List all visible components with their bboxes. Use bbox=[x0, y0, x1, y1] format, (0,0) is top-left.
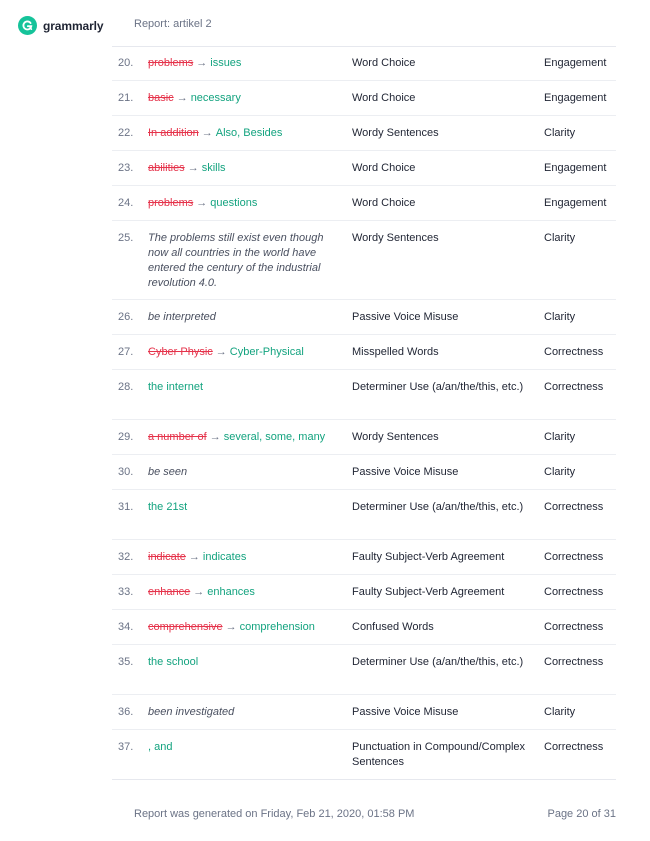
issue-category: Clarity bbox=[544, 431, 576, 443]
grammarly-g-icon bbox=[18, 16, 37, 35]
issue-type: Wordy Sentences bbox=[352, 127, 439, 139]
replacement-text: enhances bbox=[207, 586, 255, 598]
arrow-right-icon: → bbox=[193, 586, 205, 598]
table-row bbox=[112, 730, 616, 780]
suggestion-cell bbox=[148, 550, 338, 565]
arrow-right-icon: → bbox=[188, 551, 200, 563]
issue-category: Engagement bbox=[544, 197, 607, 209]
replacement-text: questions bbox=[210, 197, 258, 209]
row-number: 24. bbox=[118, 197, 134, 209]
replacement-text: necessary bbox=[190, 92, 241, 104]
flagged-text: The problems still exist even though now all countries in the world have entered the century of the industrial revolution 4.0. bbox=[148, 232, 324, 289]
report-header bbox=[0, 0, 650, 48]
table-row bbox=[112, 610, 616, 645]
replacement-text: comprehension bbox=[239, 621, 315, 633]
issue-category: Engagement bbox=[544, 92, 607, 104]
removed-text: abilities bbox=[148, 162, 185, 174]
table-row bbox=[112, 490, 616, 540]
replacement-text: several, some, many bbox=[223, 431, 326, 443]
row-number: 30. bbox=[118, 466, 134, 478]
issue-category: Correctness bbox=[544, 346, 604, 358]
inserted-text: , and bbox=[148, 741, 173, 753]
issue-category: Clarity bbox=[544, 232, 576, 244]
issue-category: Engagement bbox=[544, 57, 607, 69]
removed-text: enhance bbox=[148, 586, 191, 598]
issue-type: Word Choice bbox=[352, 57, 416, 69]
issue-type: Determiner Use (a/an/the/this, etc.) bbox=[352, 501, 524, 513]
suggestion-cell bbox=[148, 56, 338, 71]
row-number: 34. bbox=[118, 621, 134, 633]
issue-type: Punctuation in Compound/Complex Sentences bbox=[352, 741, 526, 768]
table-row bbox=[112, 221, 616, 300]
table-row bbox=[112, 186, 616, 221]
issue-type: Passive Voice Misuse bbox=[352, 466, 459, 478]
removed-text: a number of bbox=[148, 431, 207, 443]
suggestion-cell bbox=[148, 91, 338, 106]
table-row bbox=[112, 420, 616, 455]
issue-category: Correctness bbox=[544, 621, 604, 633]
table-row bbox=[112, 116, 616, 151]
issue-category: Correctness bbox=[544, 501, 604, 513]
table-row bbox=[112, 455, 616, 490]
removed-text: comprehensive bbox=[148, 621, 223, 633]
brand-name: grammarly bbox=[43, 18, 104, 33]
issue-category: Correctness bbox=[544, 586, 604, 598]
replacement-text: Cyber-Physical bbox=[229, 346, 304, 358]
row-number: 33. bbox=[118, 586, 134, 598]
table-row bbox=[112, 46, 616, 81]
inserted-text: the school bbox=[148, 656, 199, 668]
suggestion-cell bbox=[148, 655, 338, 670]
issue-category: Engagement bbox=[544, 162, 607, 174]
arrow-right-icon: → bbox=[201, 127, 213, 139]
flagged-text: been investigated bbox=[148, 706, 235, 718]
row-number: 25. bbox=[118, 232, 134, 244]
suggestion-cell bbox=[148, 500, 338, 515]
table-row bbox=[112, 151, 616, 186]
suggestion-cell bbox=[148, 705, 338, 720]
row-number: 23. bbox=[118, 162, 134, 174]
removed-text: indicate bbox=[148, 551, 186, 563]
row-number: 27. bbox=[118, 346, 134, 358]
row-number: 26. bbox=[118, 311, 134, 323]
issue-type: Wordy Sentences bbox=[352, 232, 439, 244]
removed-text: In addition bbox=[148, 127, 199, 139]
suggestion-cell bbox=[148, 161, 338, 176]
arrow-right-icon: → bbox=[187, 162, 199, 174]
row-number: 32. bbox=[118, 551, 134, 563]
suggestion-cell bbox=[148, 740, 338, 755]
page-number: Page 20 of 31 bbox=[547, 808, 616, 820]
arrow-right-icon: → bbox=[176, 92, 188, 104]
issue-type: Determiner Use (a/an/the/this, etc.) bbox=[352, 656, 524, 668]
flagged-text: be interpreted bbox=[148, 311, 216, 323]
arrow-right-icon: → bbox=[225, 621, 237, 633]
issue-type: Confused Words bbox=[352, 621, 434, 633]
table-row bbox=[112, 540, 616, 575]
inserted-text: the 21st bbox=[148, 501, 188, 513]
issue-category: Clarity bbox=[544, 466, 576, 478]
table-row bbox=[112, 370, 616, 420]
arrow-right-icon: → bbox=[215, 346, 227, 358]
issue-type: Misspelled Words bbox=[352, 346, 439, 358]
suggestions-table bbox=[112, 46, 616, 780]
suggestion-cell bbox=[148, 196, 338, 211]
issue-category: Clarity bbox=[544, 127, 576, 139]
issue-type: Word Choice bbox=[352, 162, 416, 174]
inserted-text: the internet bbox=[148, 381, 204, 393]
row-number: 35. bbox=[118, 656, 134, 668]
table-row bbox=[112, 695, 616, 730]
replacement-text: Also, Besides bbox=[215, 127, 283, 139]
issue-type: Faulty Subject-Verb Agreement bbox=[352, 586, 505, 598]
report-title: Report: artikel 2 bbox=[134, 18, 212, 30]
issue-type: Word Choice bbox=[352, 92, 416, 104]
issue-category: Clarity bbox=[544, 311, 576, 323]
issue-type: Passive Voice Misuse bbox=[352, 311, 459, 323]
issue-category: Clarity bbox=[544, 706, 576, 718]
row-number: 22. bbox=[118, 127, 134, 139]
suggestion-cell bbox=[148, 345, 338, 360]
removed-text: problems bbox=[148, 197, 194, 209]
suggestion-cell bbox=[148, 380, 338, 395]
removed-text: basic bbox=[148, 92, 174, 104]
row-number: 36. bbox=[118, 706, 134, 718]
issue-type: Word Choice bbox=[352, 197, 416, 209]
replacement-text: indicates bbox=[202, 551, 247, 563]
arrow-right-icon: → bbox=[196, 197, 208, 209]
suggestion-cell bbox=[148, 126, 338, 141]
issue-type: Determiner Use (a/an/the/this, etc.) bbox=[352, 381, 524, 393]
flagged-text: be seen bbox=[148, 466, 188, 478]
table-row bbox=[112, 81, 616, 116]
row-number: 37. bbox=[118, 741, 134, 753]
issue-type: Wordy Sentences bbox=[352, 431, 439, 443]
table-row bbox=[112, 575, 616, 610]
generated-note: Report was generated on Friday, Feb 21, 2020, 01:58 PM bbox=[134, 808, 415, 820]
issue-type: Passive Voice Misuse bbox=[352, 706, 459, 718]
row-number: 20. bbox=[118, 57, 134, 69]
table-row bbox=[112, 300, 616, 335]
suggestion-cell bbox=[148, 620, 338, 635]
row-number: 29. bbox=[118, 431, 134, 443]
row-number: 21. bbox=[118, 92, 134, 104]
table-row bbox=[112, 335, 616, 370]
grammarly-logo bbox=[18, 16, 103, 35]
table-row bbox=[112, 645, 616, 695]
issue-category: Correctness bbox=[544, 381, 604, 393]
issue-category: Correctness bbox=[544, 551, 604, 563]
suggestion-cell bbox=[148, 430, 338, 445]
suggestion-cell bbox=[148, 465, 338, 480]
suggestion-cell bbox=[148, 585, 338, 600]
issue-category: Correctness bbox=[544, 656, 604, 668]
arrow-right-icon: → bbox=[196, 57, 208, 69]
replacement-text: skills bbox=[201, 162, 226, 174]
row-number: 28. bbox=[118, 381, 134, 393]
issue-type: Faulty Subject-Verb Agreement bbox=[352, 551, 505, 563]
suggestion-cell bbox=[148, 310, 338, 325]
issue-category: Correctness bbox=[544, 741, 604, 753]
suggestion-cell bbox=[148, 231, 338, 291]
row-number: 31. bbox=[118, 501, 134, 513]
arrow-right-icon: → bbox=[209, 431, 221, 443]
replacement-text: issues bbox=[210, 57, 242, 69]
removed-text: Cyber Physic bbox=[148, 346, 213, 358]
removed-text: problems bbox=[148, 57, 194, 69]
